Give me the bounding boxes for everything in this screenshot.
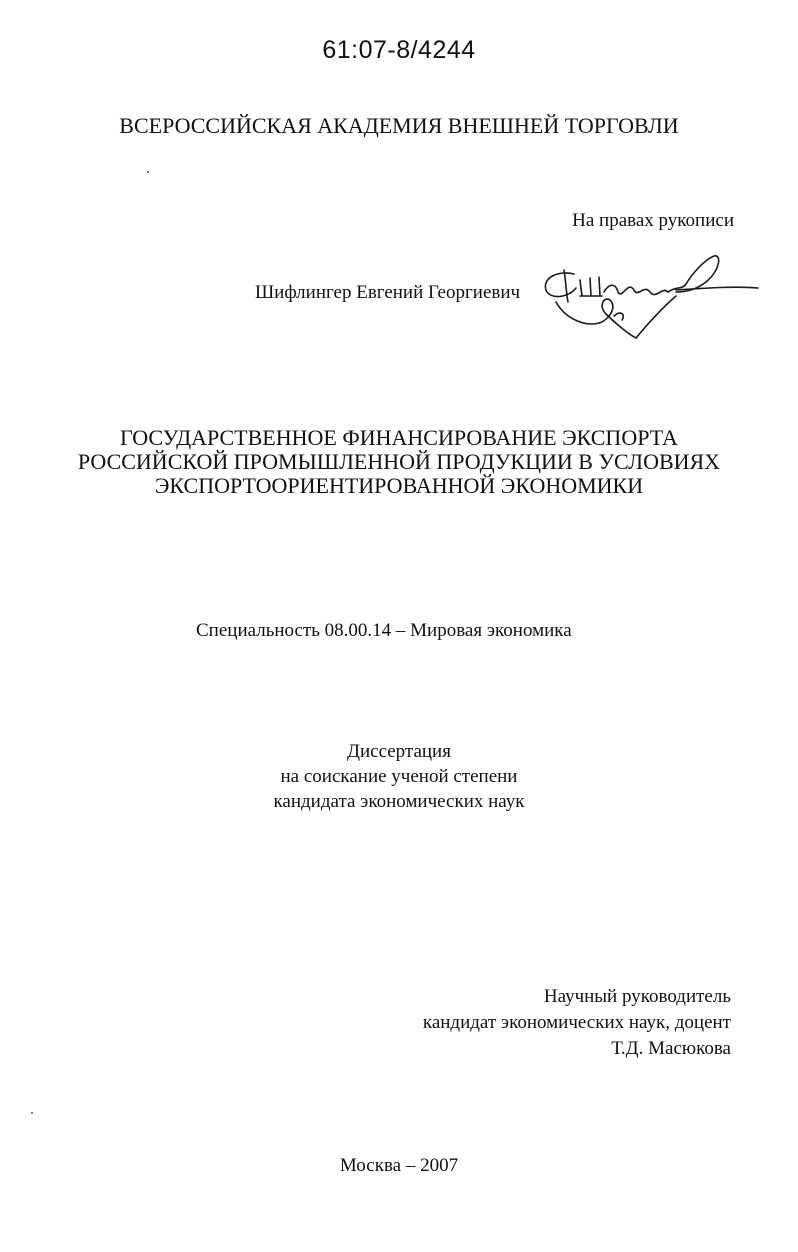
manuscript-note: На правах рукописи (572, 210, 734, 231)
author-name: Шифлингер Евгений Георгиевич (255, 282, 521, 303)
institution-name: ВСЕРОССИЙСКАЯ АКАДЕМИЯ ВНЕШНЕЙ ТОРГОВЛИ (119, 113, 679, 138)
scan-speck (147, 171, 149, 173)
scan-speck (31, 1112, 33, 1114)
title-line: ГОСУДАРСТВЕННОЕ ФИНАНСИРОВАНИЕ ЭКСПОРТА (120, 425, 678, 450)
title-line: ЭКСПОРТООРИЕНТИРОВАННОЙ ЭКОНОМИКИ (154, 473, 644, 498)
place-year: Москва – 2007 (339, 1155, 459, 1176)
catalog-code: 61:07-8/4244 (322, 36, 476, 64)
degree-line: кандидата экономических наук (273, 791, 525, 812)
supervisor-info (423, 984, 731, 1062)
degree-line: Диссертация (347, 741, 451, 762)
dissertation-title (0, 426, 798, 498)
signature-icon (536, 244, 762, 344)
degree-line: на соискание ученой степени (280, 766, 518, 787)
specialty: Специальность 08.00.14 – Мировая экономика (196, 620, 572, 641)
supervisor-line: кандидат экономических наук, доцент (422, 1012, 731, 1033)
supervisor-line: Научный руководитель (543, 986, 731, 1007)
degree-info (0, 739, 798, 814)
title-line: РОССИЙСКОЙ ПРОМЫШЛЕННОЙ ПРОДУКЦИИ В УСЛОВИЯХ (77, 449, 721, 474)
supervisor-line: Т.Д. Масюкова (611, 1038, 731, 1059)
